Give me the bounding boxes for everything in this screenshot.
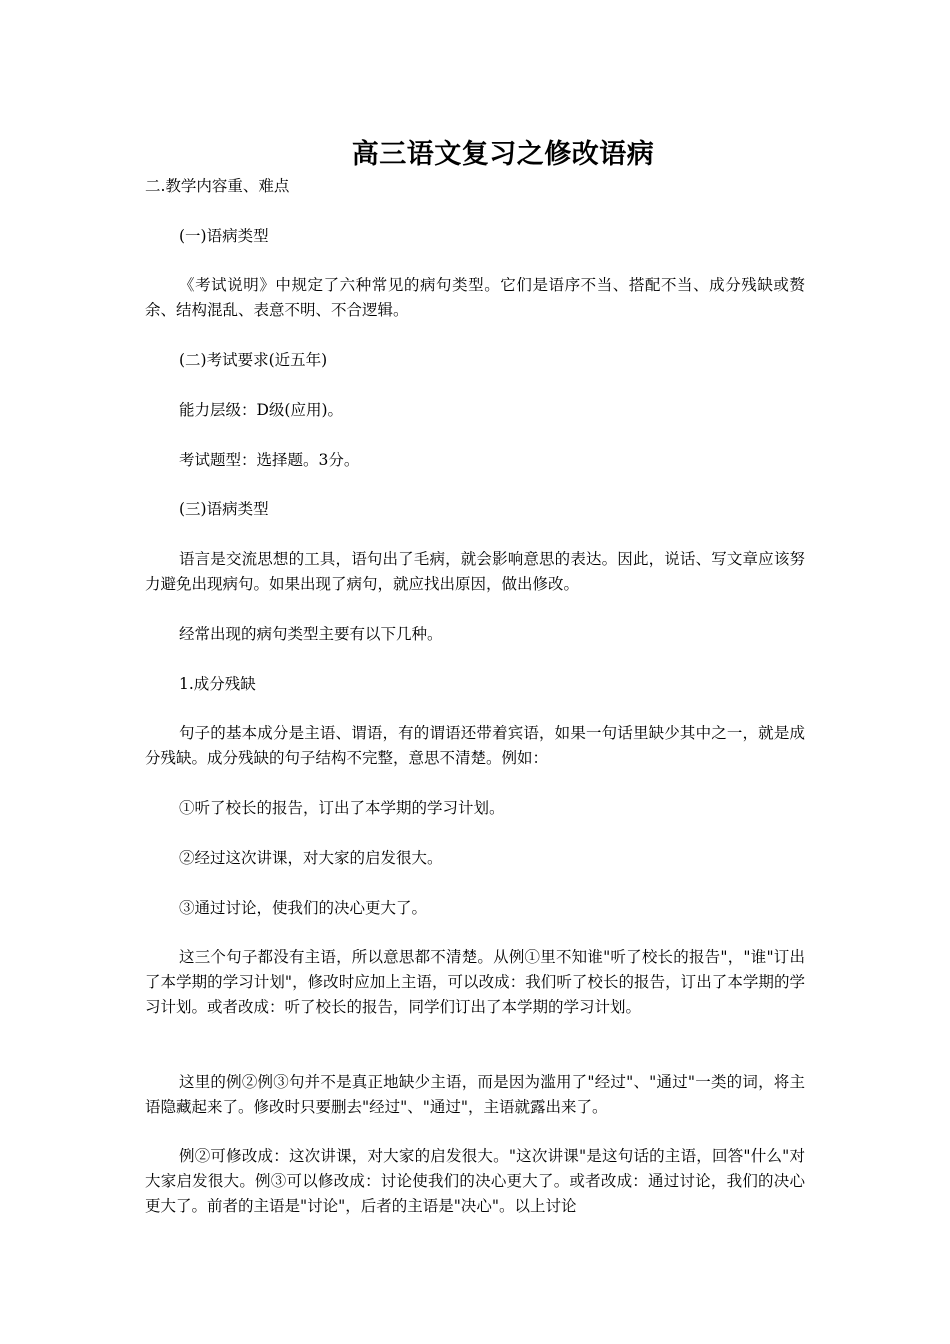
paragraph: 《考试说明》中规定了六种常见的病句类型。它们是语序不当、搭配不当、成分残缺或赘余、结构混乱、表意不明、不合逻辑。	[145, 276, 805, 319]
paragraph: 句子的基本成分是主语、谓语，有的谓语还带着宾语，如果一句话里缺少其中之一，就是成分残缺。成分残缺的句子结构不完整，意思不清楚。例如：	[145, 724, 805, 767]
subsection-heading: (一)语病类型	[179, 227, 269, 245]
subsection-heading: (二)考试要求(近五年)	[179, 351, 328, 369]
paragraph: 能力层级：D级(应用)。	[179, 401, 344, 419]
paragraph: 语言是交流思想的工具，语句出了毛病，就会影响意思的表达。因此，说话、写文章应该努力避免出现病句。如果出现了病句，就应找出原因，做出修改。	[145, 550, 805, 593]
paragraph: 这三个句子都没有主语，所以意思都不清楚。从例①里不知谁"听了校长的报告"，"谁"订出了本学期的学习计划"，修改时应加上主语，可以改成：我们听了校长的报告，订出了本学期的学习计划。或者改成：听了校长的报告，同学们订出了本学期的学习计划。	[145, 948, 805, 1016]
example-sentence: ③通过讨论，使我们的决心更大了。	[179, 899, 428, 917]
paragraph: 这里的例②例③句并不是真正地缺少主语，而是因为滥用了"经过"、"通过"一类的词，将主语隐藏起来了。修改时只要删去"经过"、"通过"，主语就露出来了。	[145, 1073, 805, 1116]
subsection-heading: (三)语病类型	[179, 500, 269, 518]
document-title: 高三语文复习之修改语病	[351, 139, 655, 170]
example-sentence: ②经过这次讲课，对大家的启发很大。	[179, 849, 443, 867]
paragraph: 例②可修改成：这次讲课，对大家的启发很大。"这次讲课"是这句话的主语，回答"什么"对大家启发很大。例③可以修改成：讨论使我们的决心更大了。或者改成：通过讨论，我们的决心更大了。前者的主语是"讨论"，后者的主语是"决心"。以上讨论	[145, 1147, 805, 1215]
paragraph: 考试题型：选择题。3分。	[179, 451, 360, 469]
example-sentence: ①听了校长的报告，订出了本学期的学习计划。	[179, 799, 505, 817]
section-heading-key-points: 二.教学内容重、难点	[145, 177, 290, 195]
subsection-heading: 1.成分残缺	[179, 675, 256, 693]
paragraph: 经常出现的病句类型主要有以下几种。	[179, 625, 443, 643]
